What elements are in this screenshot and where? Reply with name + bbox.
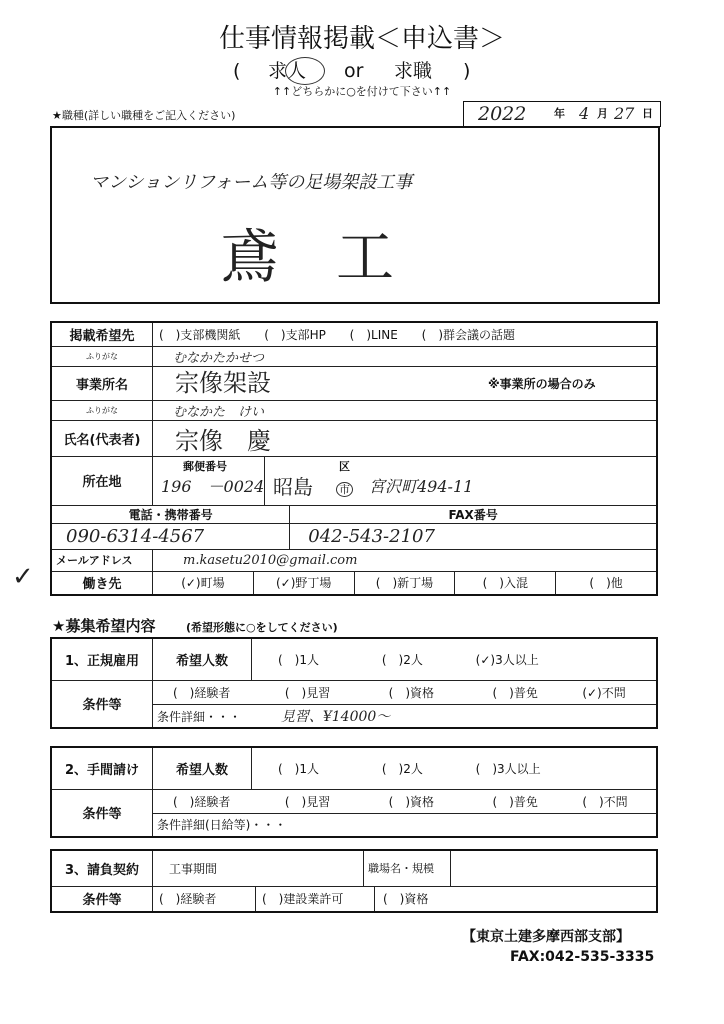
tema-table [50,746,658,838]
footer-fax: FAX:042-535-3335 [510,949,655,965]
ukeoi-joken-shikaku[interactable]: ( )資格 [383,891,429,906]
tel-value[interactable]: 090-6314-4567 [51,523,290,549]
boshu-label: ★募集希望内容 [52,617,156,635]
seiki-label: 1、正規雇用 [51,638,153,680]
seiki-joken-label: 条件等 [51,680,153,728]
jigyosho-value[interactable]: 宗像架設 [175,368,271,397]
hatarakisaki-option-irikon[interactable]: ( )入混 [455,572,556,594]
shokushu-line2: 鳶 工 [220,223,395,291]
shimei-label: 氏名(代表者) [51,420,153,456]
hatarakisaki-label: 働き先 [51,571,153,595]
tel-label: 電話・携帯番号 [51,505,290,523]
info-table [50,321,658,596]
tema-joken-label: 条件等 [51,789,153,837]
zip-value[interactable]: 196 －0024 [161,476,265,496]
fax-value[interactable]: 042-543-2107 [290,523,657,549]
circle-mark [285,57,325,85]
shozaichi-label: 所在地 [51,456,153,505]
jigyosho-furigana[interactable]: むなかたかせつ [153,346,658,366]
shimei-furigana[interactable]: むなかた けい [153,400,658,420]
mail-value[interactable]: m.kasetu2010@gmail.com [153,549,658,571]
tema-joken-keikensha[interactable]: ( )経験者 [173,794,231,809]
page-title: 仕事情報掲載＜申込書＞ [218,24,505,54]
seiki-table [50,637,658,729]
hatarakisaki-option-machiba[interactable]: (✓)町場 [153,572,254,594]
seiki-ninzu-label: 希望人数 [153,638,252,680]
seiki-detail-value[interactable]: 見習、¥14000～ [280,708,391,725]
shokushu-line1: マンションリフォーム等の足場架設工事 [90,172,413,193]
shokushu-label: ★職種(詳しい職種をご記入ください) [52,109,236,122]
mail-check-mark: ✓ [12,562,34,592]
shimei-value[interactable]: 宗像 慶 [153,420,658,456]
tema-ninzu-2[interactable]: ( )2人 [381,761,423,776]
seiki-joken-keikensha[interactable]: ( )経験者 [173,685,231,700]
date-box [463,101,661,127]
seiki-joken-minarai[interactable]: ( )見習 [284,685,331,700]
keisai-option-hp[interactable]: ( )支部HP [264,327,326,342]
ukeoi-joken-label: 条件等 [51,886,153,912]
year-label: 年 [554,107,565,120]
keisai-option-kikanshi[interactable]: ( )支部機関紙 [159,327,241,342]
shi-circle-mark: 市 [336,482,353,497]
hatarakisaki-option-shinchoba[interactable]: ( )新丁場 [355,572,456,594]
ku-label: 区 [339,459,350,473]
seiki-joken-fumen[interactable]: ( )普免 [492,685,538,700]
jigyosho-furigana-label: ふりがな [51,346,153,366]
open-paren: ( [233,60,241,82]
footer-branch: 【東京土建多摩西部支部】 [462,929,630,945]
hatarakisaki-option-nochoba[interactable]: (✓)野丁場 [254,572,355,594]
option-kyujin[interactable]: 求人 [268,60,307,82]
ukeoi-joken-kyoka[interactable]: ( )建設業許可 [256,887,375,911]
tema-detail-label[interactable]: 条件詳細(日給等)・・・ [153,813,658,837]
keisai-option-kaigi[interactable]: ( )群会議の話題 [421,327,516,342]
tema-joken-shikaku[interactable]: ( )資格 [388,794,435,809]
seiki-joken-shikaku[interactable]: ( )資格 [388,685,435,700]
zip-label: 郵便番号 [183,459,227,473]
ukeoi-kikan-label[interactable]: 工事期間 [153,850,364,886]
month-label: 月 [597,107,608,120]
ukeoi-label: 3、請負契約 [51,850,153,886]
ukeoi-table [50,849,658,913]
keisai-option-line[interactable]: ( )LINE [349,327,398,342]
tema-ninzu-label: 希望人数 [153,747,252,789]
mail-label: メールアドレス [51,549,153,571]
jigyosho-note: ※事業所の場合のみ [488,376,596,391]
or-text: or [344,60,364,82]
day-label: 日 [642,107,653,120]
seiki-ninzu-1[interactable]: ( )1人 [278,652,319,667]
address-value[interactable]: 宮沢町494-11 [369,476,474,496]
tema-label: 2、手間請け [51,747,153,789]
header-note: ↑↑どちらかに○を付けて下さい↑↑ [272,85,452,98]
close-paren: ) [463,60,471,82]
shimei-furigana-label: ふりがな [51,400,153,420]
tema-ninzu-1[interactable]: ( )1人 [278,761,319,776]
kyujin-kyushoku-selector [0,60,724,84]
tema-joken-minarai[interactable]: ( )見習 [284,794,331,809]
date-day[interactable]: 27 [614,104,635,123]
zip-divider [264,457,265,505]
ukeoi-shokuba-label: 職場名・規模 [364,850,451,886]
ukeoi-joken-keikensha[interactable]: ( )経験者 [153,887,256,911]
tema-joken-fumen[interactable]: ( )普免 [492,794,538,809]
option-kyushoku[interactable]: 求職 [394,60,433,82]
boshu-note: (希望形態に○をしてください) [186,621,338,634]
shokushu-box[interactable] [50,126,660,304]
keisai-row [51,322,657,346]
city-value[interactable]: 昭島 [273,474,313,499]
fax-label: FAX番号 [290,505,657,523]
hatarakisaki-option-other[interactable]: ( )他 [589,575,623,590]
seiki-detail-label: 条件詳細・・・ [157,709,242,724]
ukeoi-shokuba-field[interactable] [451,850,658,886]
seiki-joken-fumon[interactable]: (✓)不問 [582,685,626,700]
seiki-ninzu-3[interactable]: (✓)3人以上 [475,652,539,667]
date-year[interactable]: 2022 [478,103,527,125]
keisai-label: 掲載希望先 [51,322,153,346]
seiki-ninzu-2[interactable]: ( )2人 [381,652,423,667]
tema-joken-fumon[interactable]: ( )不問 [582,794,628,809]
date-month[interactable]: 4 [579,104,590,123]
tema-ninzu-3[interactable]: ( )3人以上 [475,761,541,776]
jigyosho-label: 事業所名 [51,366,153,400]
